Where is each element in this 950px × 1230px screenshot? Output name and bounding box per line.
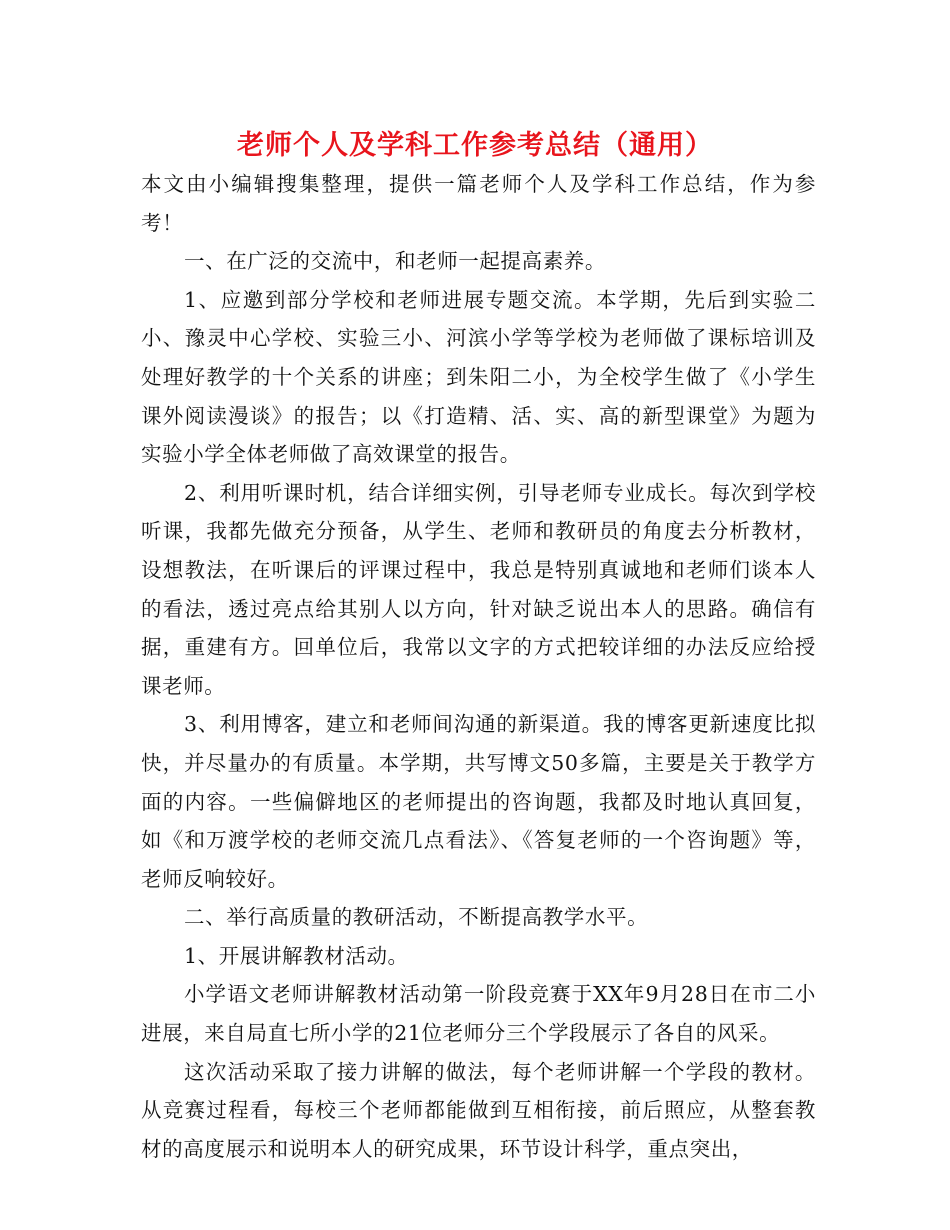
paragraph: 2、利用听课时机，结合详细实例，引导老师专业成长。每次到学校听课，我都先做充分预备，从学生、老师和教研员的角度去分析教材，设想教法，在听课后的评课过程中，我总是特别真诚地和老师们谈本人的看法，透过亮点给其别人以方向，针对缺乏说出本人的思路。确信有据，重建有方。回单位后，我常以文字的方式把较详细的办法反应给授课老师。 xyxy=(141,480,816,698)
paragraph: 1、应邀到部分学校和老师进展专题交流。本学期，先后到实验二小、豫灵中心学校、实验三小、河滨小学等学校为老师做了课标培训及处理好教学的十个关系的讲座；到朱阳二小，为全校学生做了《小学生课外阅读漫谈》的报告；以《打造精、活、实、高的新型课堂》为题为实验小学全体老师做了高效课堂的报告。 xyxy=(141,287,816,467)
paragraph: 小学语文老师讲解教材活动第一阶段竞赛于XX年9月28日在市二小进展，来自局直七所小学的21位老师分三个学段展示了各自的风采。 xyxy=(141,982,816,1046)
paragraph-heading-1: 一、在广泛的交流中，和老师一起提高素养。 xyxy=(184,249,606,274)
paragraph-heading-2: 二、举行高质量的教研活动，不断提高教学水平。 xyxy=(184,905,649,930)
paragraph-subheading: 1、开展讲解教材活动。 xyxy=(184,943,409,968)
document-body xyxy=(141,165,816,1168)
paragraph: 这次活动采取了接力讲解的做法，每个老师讲解一个学段的教材。从竞赛过程看，每校三个老师都能做到互相衔接，前后照应，从整套教材的高度展示和说明本人的研究成果，环节设计科学，重点突出， xyxy=(141,1059,816,1161)
paragraph-intro: 本文由小编辑搜集整理，提供一篇老师个人及学科工作总结，作为参考！ xyxy=(141,172,816,235)
paragraph: 3、利用博客，建立和老师间沟通的新渠道。我的博客更新速度比拟快，并尽量办的有质量。本学期，共写博文50多篇，主要是关于教学方面的内容。一些偏僻地区的老师提出的咨询题，我都及时地认真回复，如《和万渡学校的老师交流几点看法》、《答复老师的一个咨询题》等，老师反响较好。 xyxy=(141,712,816,891)
document-title: 老师个人及学科工作参考总结（通用） xyxy=(237,130,713,161)
